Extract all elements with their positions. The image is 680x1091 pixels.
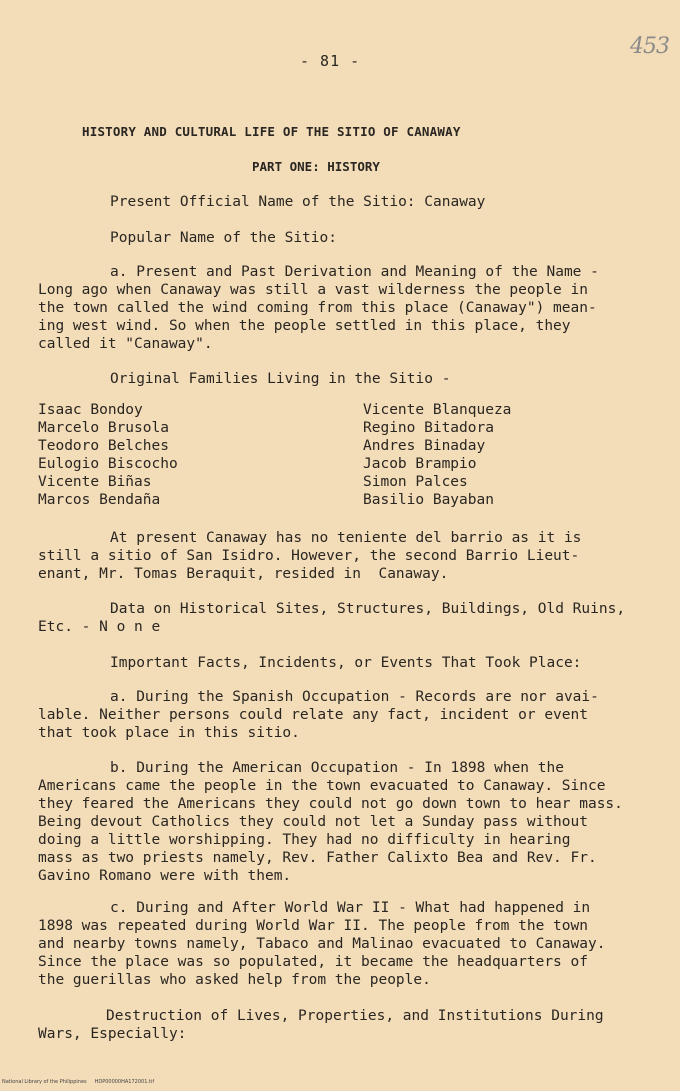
important-facts-heading: Important Facts, Incidents, or Events That Took Place: [110,655,582,671]
paragraph-line: lable. Neither persons could relate any fact, incident or event [38,707,588,723]
family-name: Andres Binaday [363,438,486,454]
family-name: Regino Bitadora [363,420,494,436]
paragraph-line: called it "Canaway". [38,336,213,352]
page-number: - 81 - [300,52,361,70]
paragraph-line: still a sitio of San Isidro. However, the second Barrio Lieut- [38,548,580,564]
paragraph-line: and nearby towns namely, Tabaco and Malinao evacuated to Canaway. [38,936,606,952]
popular-name-line: Popular Name of the Sitio: [110,230,337,246]
family-name: Eulogio Biscocho [38,456,178,472]
handwritten-page-number: 453 [630,34,669,59]
official-name-line: Present Official Name of the Sitio: Canaway [110,194,486,210]
scan-footer: National Library of the Philippines HDP00000HA172001.tif [2,1079,155,1085]
paragraph-line: 1898 was repeated during World War II. The people from the town [38,918,588,934]
family-name: Isaac Bondoy [38,402,143,418]
paragraph-line: the guerillas who asked help from the people. [38,972,431,988]
paragraph-line: b. During the American Occupation - In 1898 when the [110,760,564,776]
document-title: HISTORY AND CULTURAL LIFE OF THE SITIO OF CANAWAY [82,124,461,139]
paragraph-line: a. During the Spanish Occupation - Records are nor avai- [110,689,599,705]
paragraph-line: Being devout Catholics they could not let a Sunday pass without [38,814,588,830]
family-name: Marcos Bendaña [38,492,161,508]
family-name: Jacob Brampio [363,456,477,472]
paragraph-line: they feared the Americans they could not go down town to hear mass. [38,796,623,812]
paragraph-line: ing west wind. So when the people settled in this place, they [38,318,571,334]
paragraph-line: Data on Historical Sites, Structures, Buildings, Old Ruins, [110,601,626,617]
section-title: PART ONE: HISTORY [252,159,380,174]
paragraph-line: Gavino Romano were with them. [38,868,292,884]
paragraph-line: a. Present and Past Derivation and Meaning of the Name - [110,264,599,280]
paragraph-line: Since the place was so populated, it became the headquarters of [38,954,588,970]
paragraph-line: Etc. - N o n e [38,619,161,635]
paragraph-line: doing a little worshipping. They had no difficulty in hearing [38,832,571,848]
paragraph-line: mass as two priests namely, Rev. Father Calixto Bea and Rev. Fr. [38,850,597,866]
family-name: Marcelo Brusola [38,420,169,436]
paragraph-line: Americans came the people in the town evacuated to Canaway. Since [38,778,606,794]
family-name: Teodoro Belches [38,438,169,454]
family-name: Vicente Blanqueza [363,402,512,418]
paragraph-line: the town called the wind coming from this place (Canaway") mean- [38,300,597,316]
paragraph-line: Long ago when Canaway was still a vast wilderness the people in [38,282,588,298]
paragraph-line: c. During and After World War II - What had happened in [110,900,591,916]
paragraph-line: enant, Mr. Tomas Beraquit, resided in Canaway. [38,566,449,582]
family-name: Basilio Bayaban [363,492,494,508]
family-name: Vicente Biñas [38,474,152,490]
original-families-heading: Original Families Living in the Sitio - [110,371,451,387]
paragraph-line: Wars, Especially: [38,1026,187,1042]
paragraph-line: Destruction of Lives, Properties, and Institutions During [106,1008,604,1024]
family-name: Simon Palces [363,474,468,490]
paragraph-line: that took place in this sitio. [38,725,300,741]
paragraph-line: At present Canaway has no teniente del barrio as it is [110,530,582,546]
